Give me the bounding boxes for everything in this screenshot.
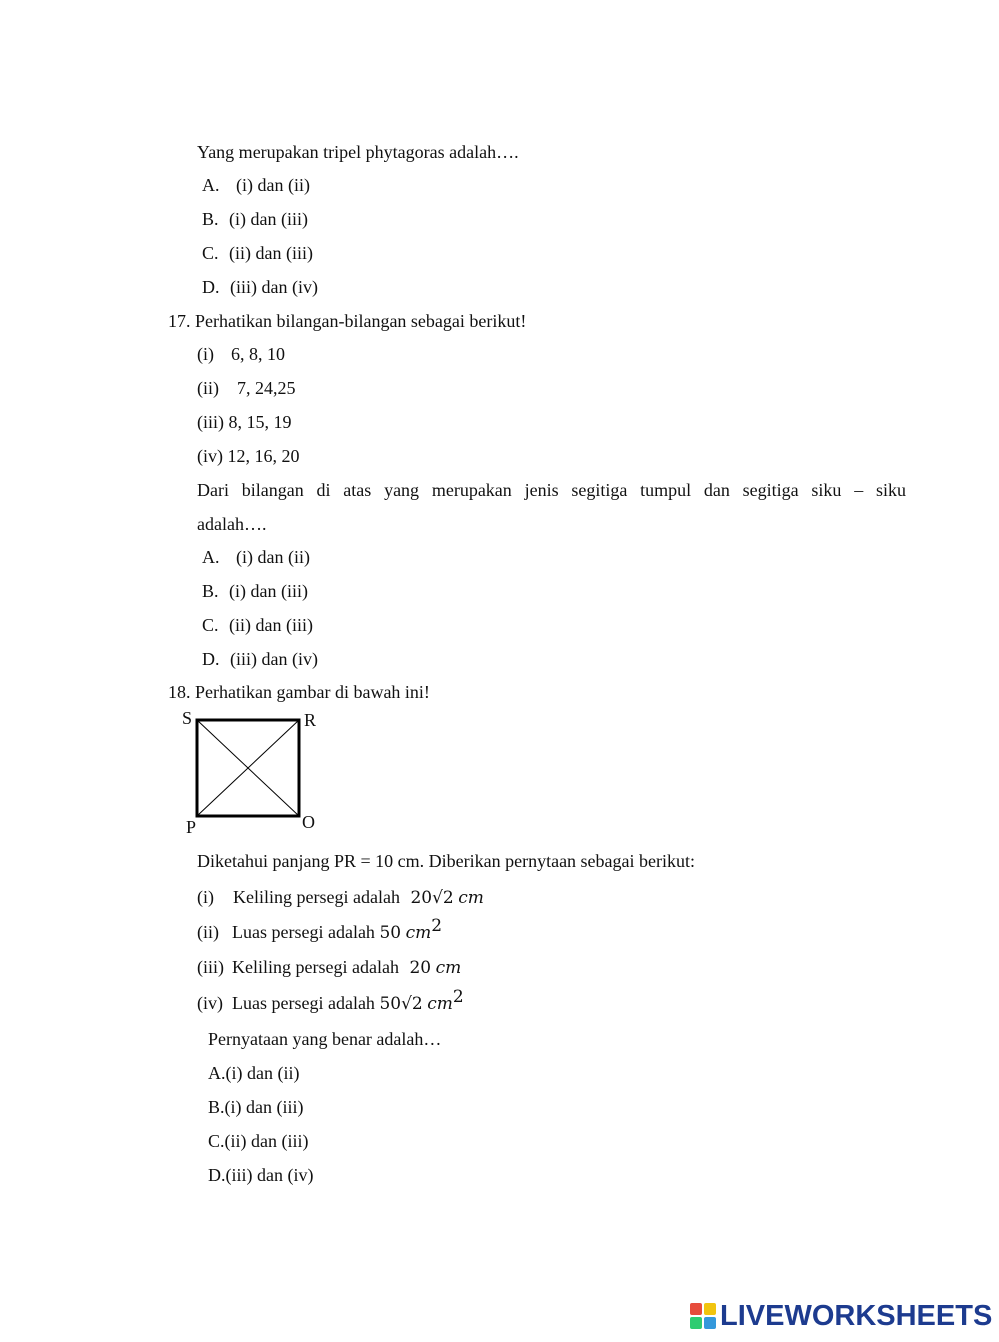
q18-prompt: Pernyataan yang benar adalah… xyxy=(208,1029,442,1049)
q17-header xyxy=(168,310,526,332)
q17-item-iii xyxy=(197,411,292,433)
q17-option-d[interactable] xyxy=(202,648,318,670)
statement-math xyxy=(379,987,464,1014)
option-text: (ii) dan (iii) xyxy=(229,615,313,635)
item-label: (iii) xyxy=(197,412,224,432)
q18-option-b[interactable] xyxy=(208,1096,304,1118)
q18-stem: Perhatikan gambar di bawah ini! xyxy=(195,682,430,702)
statement-math xyxy=(410,887,483,907)
option-letter: D. xyxy=(208,1165,226,1185)
option-text: (i) dan (ii) xyxy=(236,547,310,567)
option-letter: C. xyxy=(208,1131,225,1151)
question-number: 17. xyxy=(168,311,191,331)
q18-option-d[interactable] xyxy=(208,1164,313,1186)
q17-item-iv xyxy=(197,445,300,467)
option-text: (i) dan (ii) xyxy=(236,175,310,195)
math-unit: cm xyxy=(427,994,453,1014)
q18-statement-iv xyxy=(197,987,464,1015)
math-number: 20 xyxy=(409,958,432,978)
statement-text: Luas persegi adalah xyxy=(232,993,375,1013)
q16-option-b[interactable] xyxy=(202,208,308,230)
option-letter: A. xyxy=(202,175,220,195)
q18-statement-iii xyxy=(197,956,461,979)
q18-option-c[interactable] xyxy=(208,1130,309,1152)
q18-statement-i xyxy=(197,886,484,909)
q16-option-a[interactable] xyxy=(202,174,310,196)
item-text: 6, 8, 10 xyxy=(231,344,285,364)
math-root: √2 xyxy=(401,994,423,1014)
option-text: (i) dan (iii) xyxy=(224,1097,304,1117)
item-text: 8, 15, 19 xyxy=(228,412,292,432)
option-letter: A. xyxy=(208,1063,226,1083)
option-text: (iii) dan (iv) xyxy=(225,1165,314,1185)
statement-label: (i) xyxy=(197,887,214,907)
q16-stem: Yang merupakan tripel phytagoras adalah…. xyxy=(197,142,519,162)
option-letter: A. xyxy=(202,547,220,567)
q18-header xyxy=(168,681,430,703)
logo-text: LIVEWORKSHEETS xyxy=(720,1299,993,1332)
q16-option-c[interactable] xyxy=(202,242,313,264)
q17-question-line2: adalah…. xyxy=(197,514,267,534)
q17-option-a[interactable] xyxy=(202,546,310,568)
q17-item-i xyxy=(197,343,285,365)
option-text: (ii) dan (iii) xyxy=(229,243,313,263)
item-label: (ii) xyxy=(197,378,219,398)
option-letter: C. xyxy=(202,615,219,635)
item-text: 7, 24,25 xyxy=(237,378,296,398)
vertex-label-s: S xyxy=(182,708,193,728)
vertex-label-p: P xyxy=(186,817,197,837)
math-number: 50 xyxy=(379,994,402,1014)
math-exponent: 2 xyxy=(431,916,443,936)
q17-option-b[interactable] xyxy=(202,580,308,602)
statement-label: (iv) xyxy=(197,993,223,1013)
vertex-label-r: R xyxy=(304,710,317,730)
q17-stem: Perhatikan bilangan-bilangan sebagai berikut! xyxy=(195,311,527,331)
q18-given: Diketahui panjang PR = 10 cm. Diberikan pernytaan sebagai berikut: xyxy=(197,851,696,871)
statement-text: Luas persegi adalah xyxy=(232,922,375,942)
option-text: (i) dan (ii) xyxy=(225,1063,300,1083)
option-text: (i) dan (iii) xyxy=(229,209,308,229)
option-letter: B. xyxy=(202,209,219,229)
statement-label: (ii) xyxy=(197,922,219,942)
q17-question-line1: Dari bilangan di atas yang merupakan jenis segitiga tumpul dan segitiga siku – siku xyxy=(197,480,906,500)
q18-option-a[interactable] xyxy=(208,1062,299,1084)
q17-item-ii xyxy=(197,377,296,399)
math-root: √2 xyxy=(432,888,454,908)
option-letter: B. xyxy=(202,581,219,601)
option-text: (iii) dan (iv) xyxy=(230,277,318,297)
statement-label: (iii) xyxy=(197,957,224,977)
math-unit: cm xyxy=(458,888,484,908)
q18-statement-ii xyxy=(197,916,443,944)
statement-text: Keliling persegi adalah xyxy=(232,957,399,977)
option-letter: C. xyxy=(202,243,219,263)
option-text: (ii) dan (iii) xyxy=(224,1131,309,1151)
logo-mark-icon xyxy=(690,1303,716,1329)
option-letter: B. xyxy=(208,1097,225,1117)
statement-math xyxy=(379,916,443,943)
statement-text: Keliling persegi adalah xyxy=(233,887,400,907)
square-figure xyxy=(176,704,326,836)
option-letter: D. xyxy=(202,277,220,297)
math-exponent: 2 xyxy=(452,987,464,1007)
item-label: (iv) xyxy=(197,446,223,466)
option-text: (iii) dan (iv) xyxy=(230,649,318,669)
vertex-label-q: O xyxy=(302,812,315,832)
q16-option-d[interactable] xyxy=(202,276,318,298)
item-label: (i) xyxy=(197,344,214,364)
math-number: 50 xyxy=(379,923,402,943)
item-text: 12, 16, 20 xyxy=(227,446,300,466)
q17-option-c[interactable] xyxy=(202,614,313,636)
math-unit: cm xyxy=(435,958,462,978)
math-unit: cm xyxy=(405,923,432,943)
statement-math xyxy=(409,957,461,977)
option-letter: D. xyxy=(202,649,220,669)
question-number: 18. xyxy=(168,682,191,702)
liveworksheets-logo xyxy=(690,1300,992,1332)
math-number: 20 xyxy=(410,888,433,908)
option-text: (i) dan (iii) xyxy=(229,581,308,601)
